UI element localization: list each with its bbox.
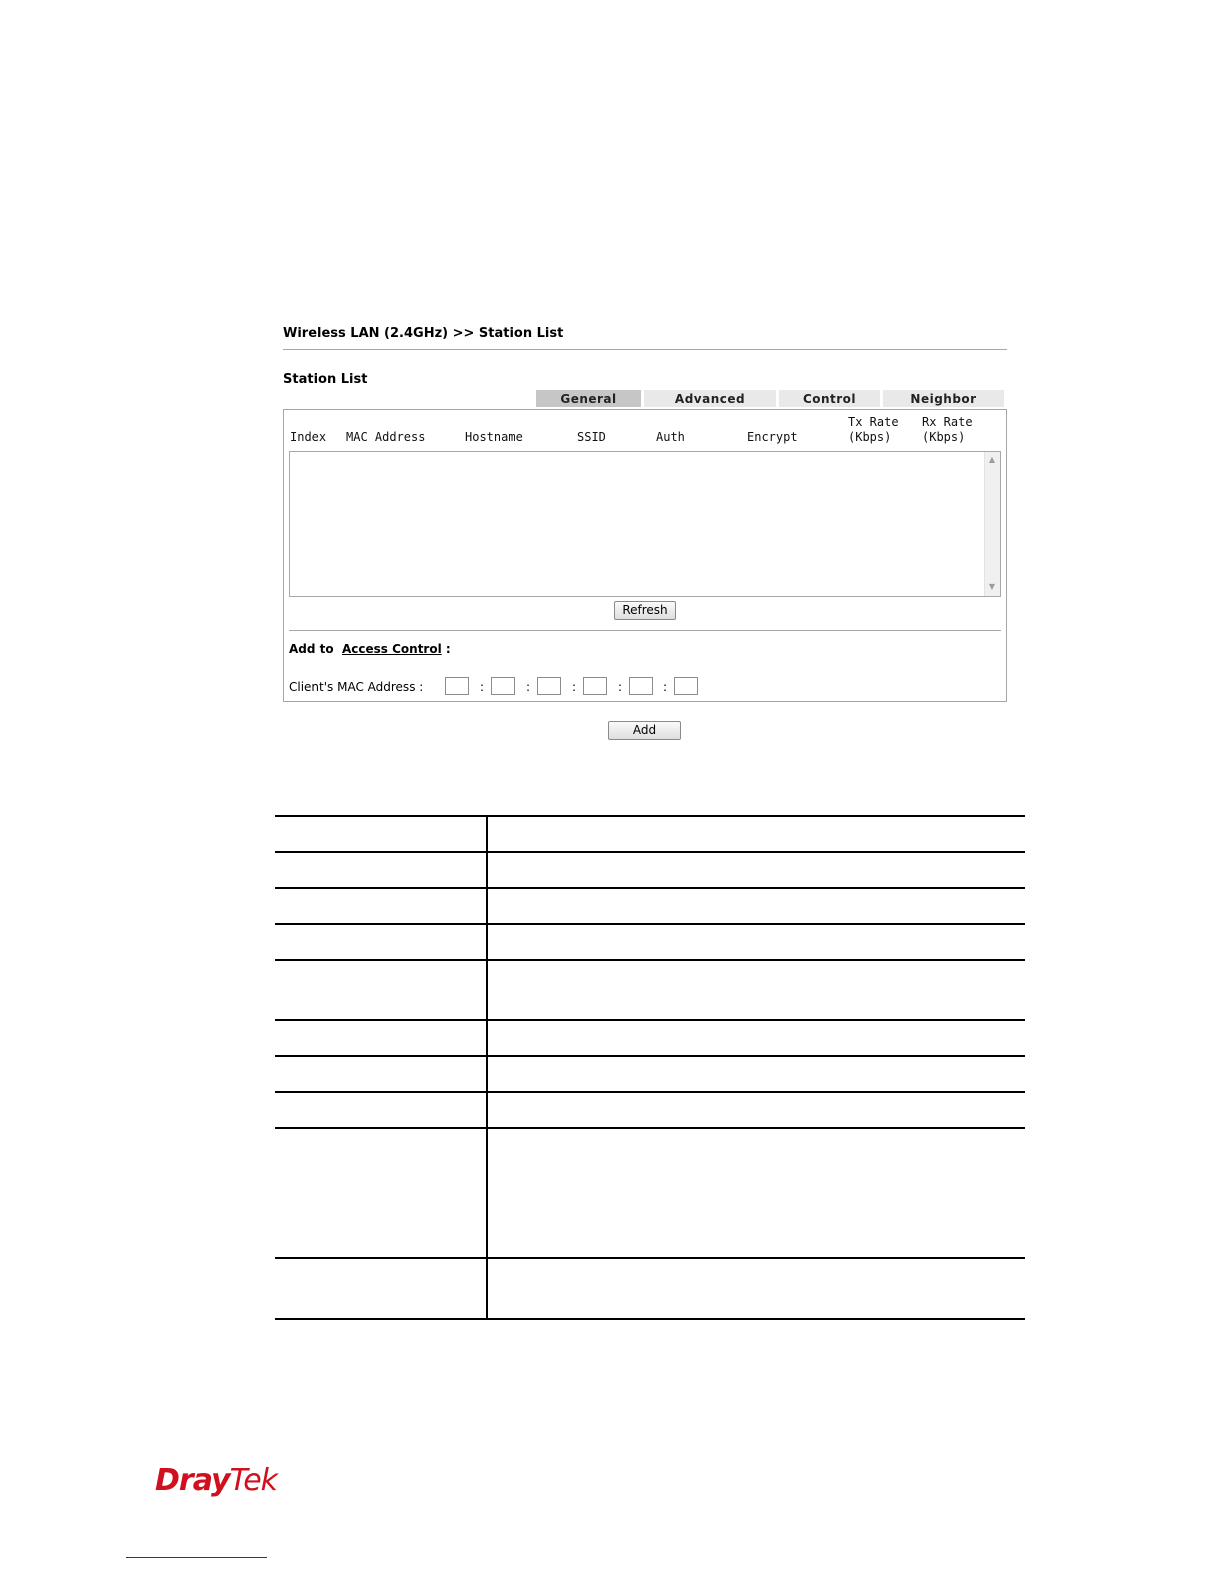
- column-header-encrypt: Encrypt: [747, 430, 798, 444]
- column-header-ssid: SSID: [577, 430, 606, 444]
- column-header-mac-address: MAC Address: [346, 430, 426, 444]
- add-to-access-control: [289, 642, 451, 656]
- column-header-hostname: Hostname: [465, 430, 523, 444]
- table-rule: [275, 1055, 1025, 1057]
- logo-dray: Dray: [155, 1463, 230, 1498]
- access-control-link[interactable]: Access Control: [341, 642, 442, 656]
- column-header-auth: Auth: [656, 430, 685, 444]
- breadcrumb: Wireless LAN (2.4GHz) >> Station List: [283, 326, 564, 341]
- panel-divider: [289, 630, 1001, 631]
- mac-octet-2-input[interactable]: [491, 677, 515, 695]
- mac-separator: :: [526, 680, 531, 694]
- tab-advanced[interactable]: Advanced: [644, 390, 776, 407]
- column-header-rx-rate: Rx Rate (Kbps): [922, 415, 973, 444]
- table-rule: [275, 1091, 1025, 1093]
- tab-control[interactable]: Control: [779, 390, 880, 407]
- column-header-tx-rate: Tx Rate (Kbps): [848, 415, 899, 444]
- table-rule: [275, 815, 1025, 817]
- add-to-prefix: Add to: [289, 642, 334, 656]
- table-rule: [275, 887, 1025, 889]
- add-button[interactable]: Add: [608, 721, 681, 740]
- scroll-down-icon[interactable]: ▼: [988, 582, 996, 591]
- tab-neighbor[interactable]: Neighbor: [883, 390, 1004, 407]
- section-title: Station List: [283, 372, 368, 387]
- draytek-logo: [155, 1463, 277, 1498]
- listbox-scrollbar[interactable]: [984, 452, 1000, 596]
- column-header-index: Index: [290, 430, 327, 444]
- refresh-button[interactable]: Refresh: [614, 601, 676, 620]
- table-rule: [275, 923, 1025, 925]
- client-mac-label: Client's MAC Address :: [289, 680, 424, 694]
- mac-separator: :: [618, 680, 623, 694]
- scroll-up-icon[interactable]: ▲: [988, 455, 996, 464]
- mac-octet-1-input[interactable]: [445, 677, 469, 695]
- mac-octet-5-input[interactable]: [629, 677, 653, 695]
- footer-rule: [126, 1557, 267, 1558]
- table-rule: [275, 959, 1025, 961]
- add-to-suffix: :: [445, 642, 451, 656]
- header-divider: [283, 349, 1007, 350]
- logo-tek: Tek: [229, 1463, 278, 1498]
- table-column-divider: [486, 816, 488, 1319]
- table-rule: [275, 1019, 1025, 1021]
- table-rule: [275, 851, 1025, 853]
- mac-octet-6-input[interactable]: [674, 677, 698, 695]
- station-listbox[interactable]: [289, 451, 1001, 597]
- mac-separator: :: [572, 680, 577, 694]
- table-rule: [275, 1318, 1025, 1320]
- table-rule: [275, 1127, 1025, 1129]
- mac-octet-3-input[interactable]: [537, 677, 561, 695]
- mac-octet-4-input[interactable]: [583, 677, 607, 695]
- table-rule: [275, 1257, 1025, 1259]
- mac-separator: :: [663, 680, 668, 694]
- mac-separator: :: [480, 680, 485, 694]
- tab-general[interactable]: General: [536, 390, 641, 407]
